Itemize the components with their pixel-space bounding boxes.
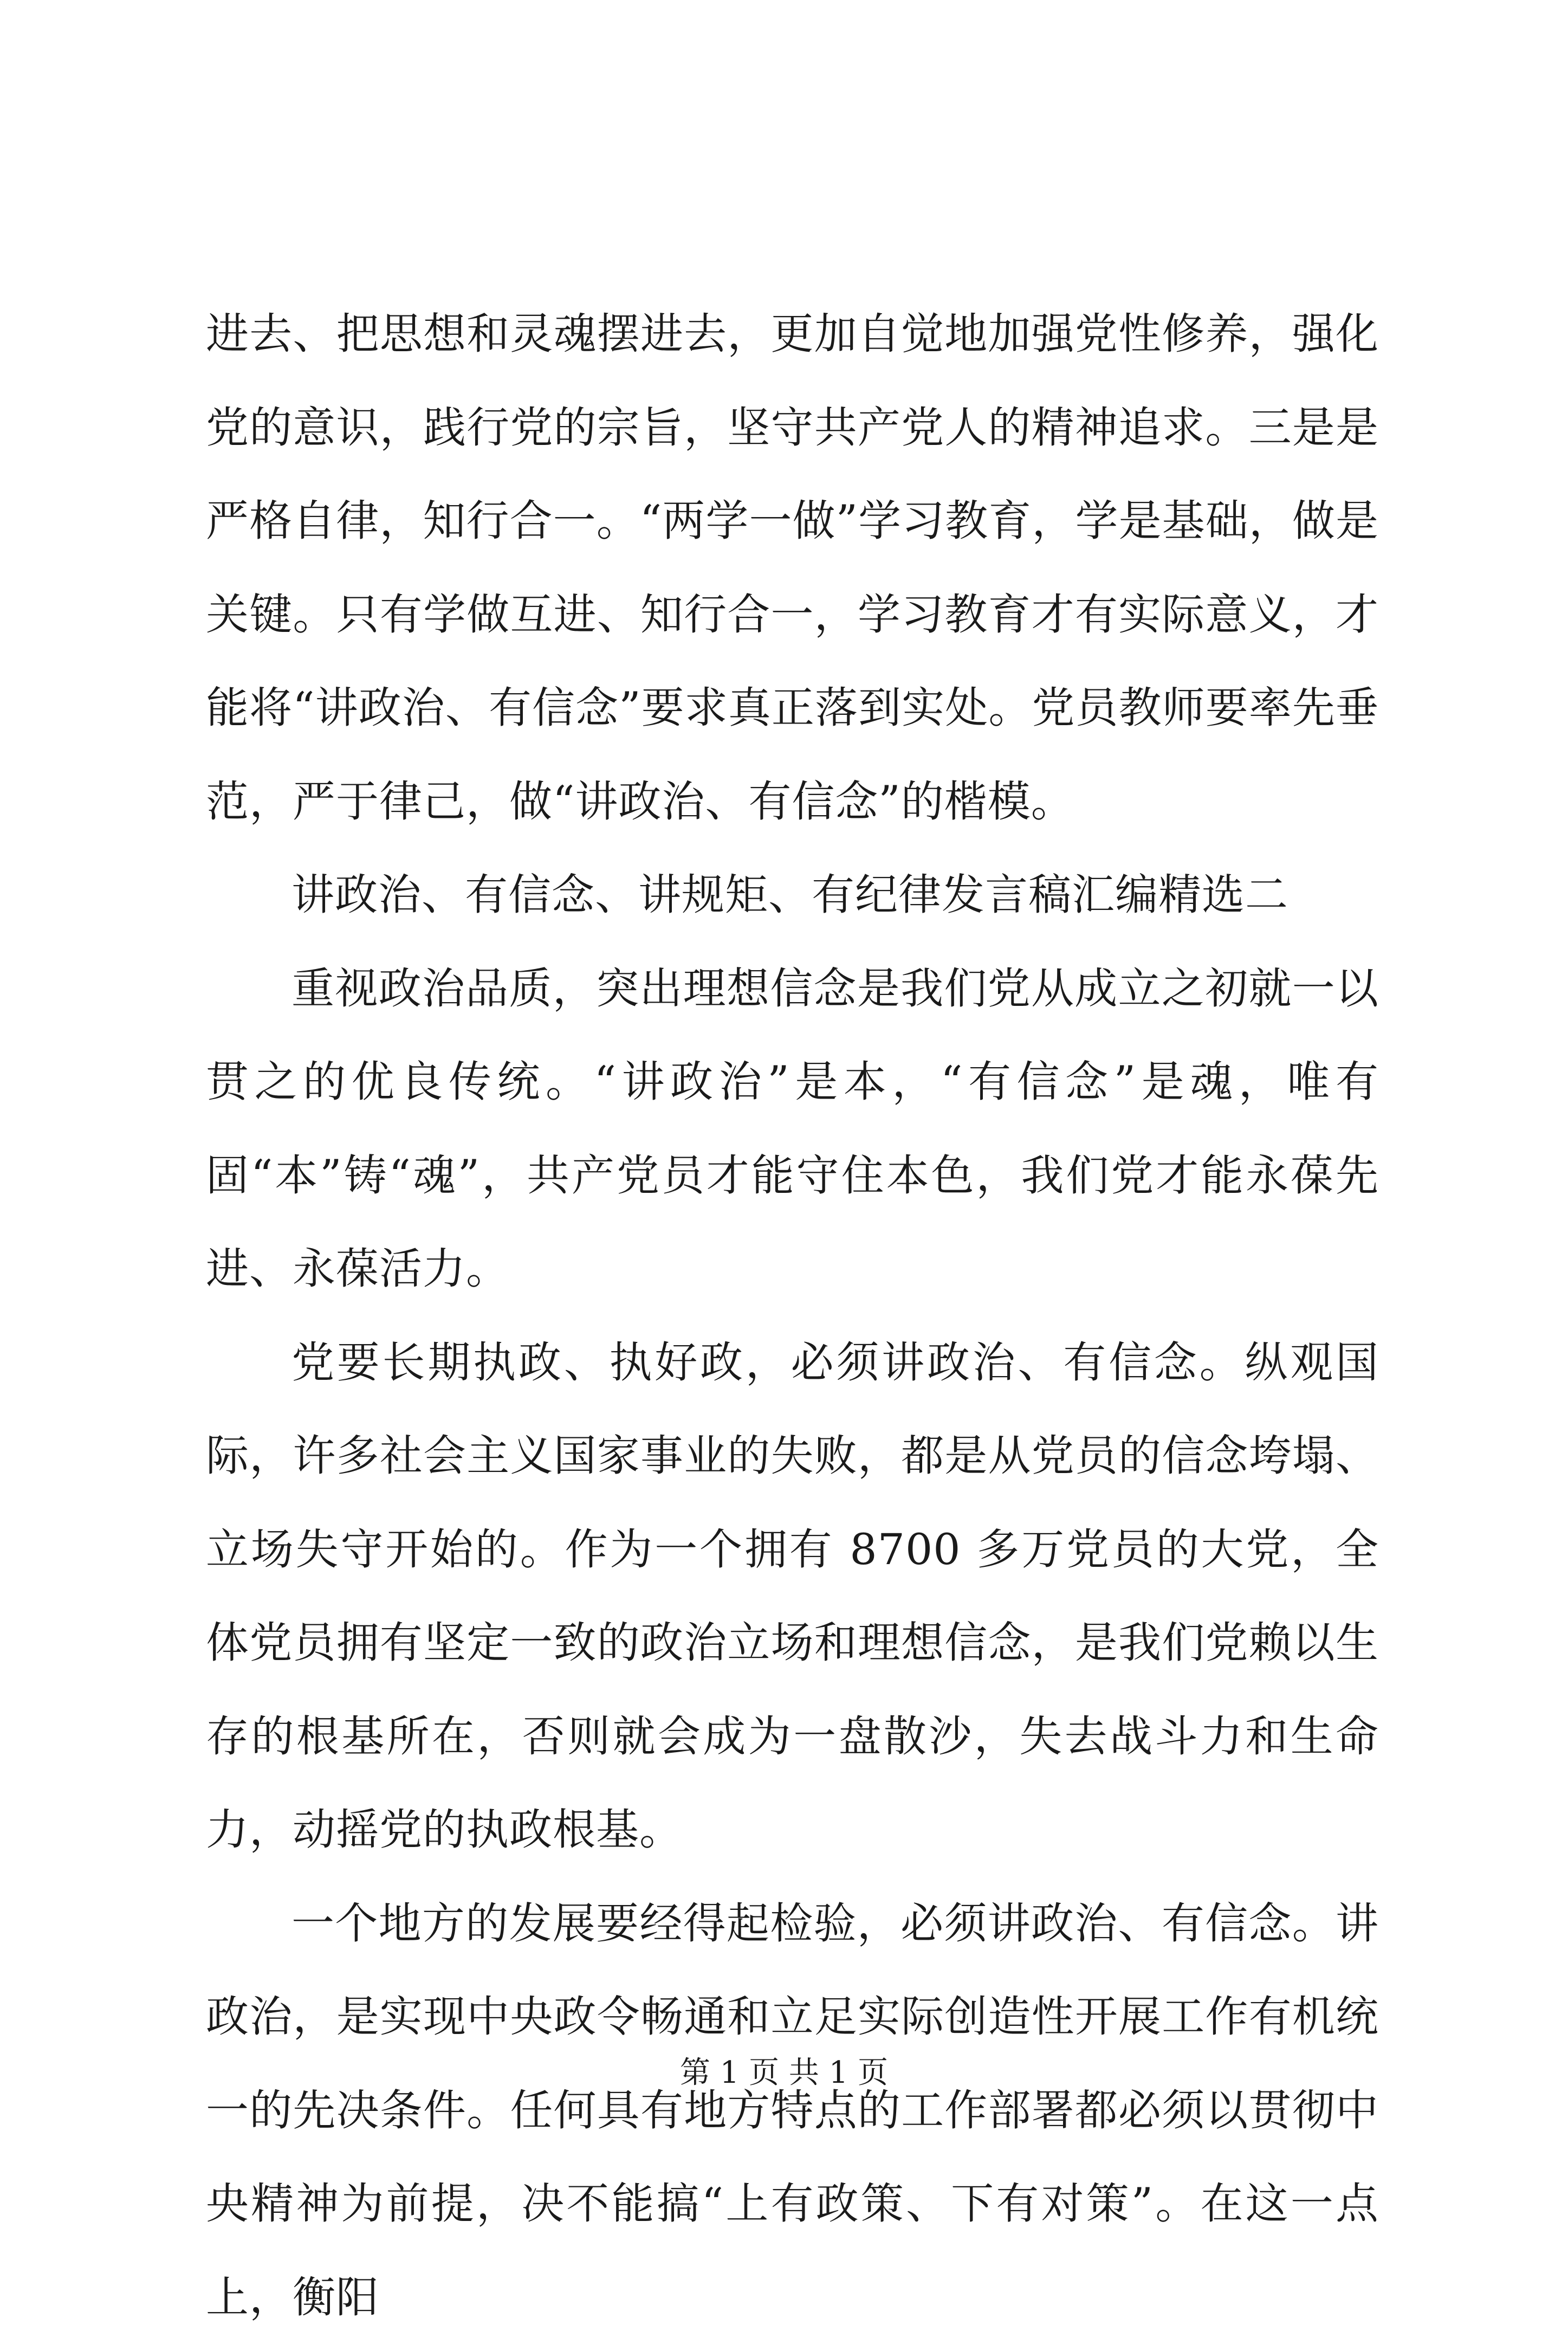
- document-body: [206, 287, 1379, 2344]
- paragraph-continuation: 进去、把思想和灵魂摆进去，更加自觉地加强党性修养，强化党的意识，践行党的宗旨，坚守共产党人的精神追求。三是是严格自律，知行合一。“两学一做”学习教育，学是基础，做是关键。只有学做互进、知行合一，学习教育才有实际意义，才能将“讲政治、有信念”要求真正落到实处。党员教师要率先垂范，严于律己，做“讲政治、有信念”的楷模。: [206, 287, 1379, 848]
- paragraph: 重视政治品质，突出理想信念是我们党从成立之初就一以贯之的优良传统。“讲政治”是本，“有信念”是魂，唯有固“本”铸“魂”，共产党员才能守住本色，我们党才能永葆先进、永葆活力。: [206, 942, 1379, 1316]
- page-footer: 第 1 页 共 1 页: [0, 2049, 1568, 2092]
- paragraph: 党要长期执政、执好政，必须讲政治、有信念。纵观国际，许多社会主义国家事业的失败，都是从党员的信念垮塌、立场失守开始的。作为一个拥有 8700 多万党员的大党，全体党员拥有坚定一致的政治立场和理想信念，是我们党赖以生存的根基所在，否则就会成为一盘散沙，失去战斗力和生命力，动摇党的执政根基。: [206, 1316, 1379, 1877]
- section-heading: 讲政治、有信念、讲规矩、有纪律发言稿汇编精选二: [206, 848, 1379, 942]
- paragraph: 一个地方的发展要经得起检验，必须讲政治、有信念。讲政治，是实现中央政令畅通和立足实际创造性开展工作有机统一的先决条件。任何具有地方特点的工作部署都必须以贯彻中央精神为前提，决不能搞“上有政策、下有对策”。在这一点上，衡阳: [206, 1877, 1379, 2344]
